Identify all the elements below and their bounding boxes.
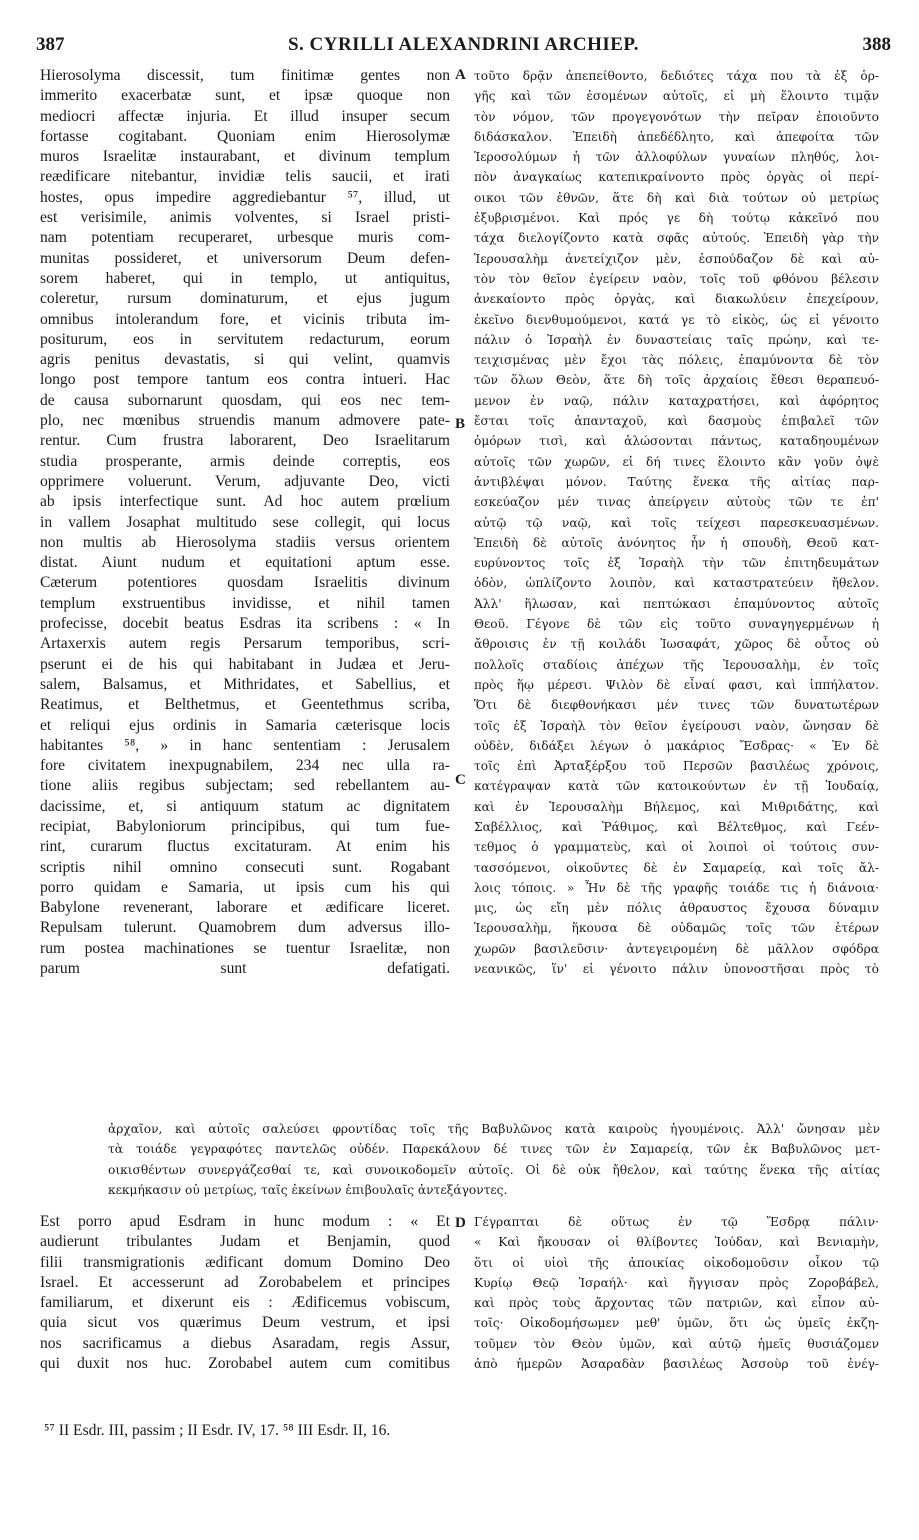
text-line: Ἱερουσαλὴμ, ἥκουσα δὲ οὐδαμῶς τοῖς τῶν ἑτέρων (474, 921, 879, 936)
text-line: ευρύνοντος τοῖς ἐξ Ἰσραὴλ τὴν τῶν ἐπιτηδευμάτων (474, 556, 879, 571)
text-line: templum exstruentibus invidisse, et nihil tamen (40, 594, 450, 612)
text-line: agris penitus devastatis, si qui velint, quamvis (40, 351, 450, 369)
text-line: rint, curarum fluctus excitaturam. At enim his (40, 838, 450, 856)
page-header (36, 34, 891, 58)
text-line: pserunt ei de his qui habitabant in Judæa et Jeru- (40, 655, 450, 673)
text-line: Repulsam tulerunt. Quamobrem dum adversus illo- (40, 919, 450, 937)
text-line: hostes, opus impedire aggrediebantur ⁵⁷, illud, ut (40, 188, 450, 206)
text-line: καὶ πρὸς τοὺς ἄρχοντας τῶν πατριῶν, καὶ εἶπον αὐ- (474, 1296, 879, 1311)
text-line: opprimere voluerunt. Verum, adjuvante Deo, victi (40, 472, 450, 490)
text-line: Θεοῦ. Γέγονε δὲ τῶν εἰς τοῦτο συναγηγερμένων ἡ (474, 617, 879, 632)
text-line: χωρῶν βασιλεῦσιν· ἀντεγειρομένη δὲ μᾶλλον σφόδρα (474, 941, 879, 956)
text-line: τοῦμεν τὸν Θεὸν ὑμῶν, καὶ αὐτῷ ἡμεῖς θυσιάζομεν (474, 1336, 879, 1351)
text-line: audierunt tribulantes Judam et Benjamin, quod (40, 1233, 450, 1251)
text-line: porro quidam e Samaria, ut ipsis cum his qui (40, 878, 450, 896)
text-line: recipiat, Babyloniorum principibus, qui tum fue- (40, 817, 450, 835)
text-line: fore civitatem inexpugnabilem, 234 nec ulla ra- (40, 757, 450, 775)
text-line: et reliqui ejus ordinis in Samaria cæterisque locis (40, 716, 450, 734)
text-line: Ἐπειδὴ δὲ αὐτοῖς ἀνόνητος ἦν ἡ σπουδὴ, Θεοῦ κατ- (474, 535, 879, 550)
text-line: profecisse, docebit beatus Esdras ita scribens : « In (40, 615, 450, 633)
text-line: Israel. Et accesserunt ad Zorobabelem et principes (40, 1273, 450, 1291)
text-line: non multis ab Hierosolyma stadiis versus orientem (40, 533, 450, 551)
text-line: parum sunt defatigati. (40, 960, 450, 978)
text-line: κεκμήκασιν οὐ μετρίως, ταῖς ἐκείνων ἐπιβουλαῖς ἀντεξάγοντες. (108, 1182, 508, 1197)
text-line: ὅτι οἱ υἱοὶ τῆς ἀποικίας οἰκοδομοῦσιν οἶκον τῷ (474, 1255, 879, 1270)
text-line: πάλιν ὁ Ἰσραὴλ ἐν δυναστείαις ταῖς πρώην, καὶ τε- (474, 332, 879, 347)
text-line: τοῖς ἐξ Ἰσραὴλ τὸν θεῖον ἐγείρουσι ναὸν, ὤνησαν δὲ (474, 718, 879, 733)
text-line: ἀντιβλέψαι μόνον. Ταύτης ἕνεκα τῆς αἰτίας παρ- (474, 474, 879, 489)
text-line: fortasse cogitabant. Quoniam enim Hierosolymæ (40, 127, 450, 145)
text-line: Reatimus, et Belthetmus, et Geentethmus scriba, (40, 696, 450, 714)
text-line: τάχα διελογίζοντο κατὰ σφᾶς αὐτούς. Ἐπειδὴ γὰρ τὴν (474, 231, 879, 246)
text-line: de causa subornarunt quosdam, qui eos nec tem- (40, 391, 450, 409)
text-line: ἀνεκαίοντο πρὸς ὀργὰς, καὶ διακωλύειν ἐπεχείρουν, (474, 292, 879, 307)
text-line: rum postea machinationes se tuentur Israelitæ, non (40, 939, 450, 957)
text-line: studia prosperante, armis deinde correptis, eos (40, 452, 450, 470)
text-line: « Καὶ ἤκουσαν οἱ θλίβοντες Ἰούδαν, καὶ Βενιαμὴν, (474, 1235, 879, 1250)
text-line: coleretur, rursum dominaturum, et ejus jugum (40, 290, 450, 308)
section-marker-c: C (455, 772, 466, 788)
text-line: reædificare nitebantur, invidiæ telis saucii, et irati (40, 168, 450, 186)
full-width-greek-continuation (108, 1119, 880, 1200)
text-line: sorem haberet, qui in templo, ut antiquitus, (40, 269, 450, 287)
text-line: longo post tempore tantum eos contra intueri. Hac (40, 371, 450, 389)
text-line: muros Israelitæ instaurabant, et divinum templum (40, 148, 450, 166)
text-line: αὐτοῖς τῶν χωρῶν, εἰ δή τινες ἕλοιντο κἂν γοῦν ὀψὲ (474, 454, 879, 469)
text-line: τεθμος ὁ γραμματεὺς, καὶ οἱ λοιποὶ οἱ τούτοις συν- (474, 840, 879, 855)
section-marker-b: B (455, 416, 466, 432)
text-line: τασσόμενοι, οἰκοῦντες δὲ ἐν Σαμαρείᾳ, καὶ τοῖς ἄλ- (474, 860, 879, 875)
text-line: salem, Balsamus, et Mithridates, et Sabellius, et (40, 675, 450, 693)
text-line: τῶν ὅλων Θεὸν, ἅτε δὴ τοῖς ἀρχαίοις ἔθεσι θεραπευό- (474, 373, 879, 388)
page-number-left: 387 (36, 34, 65, 55)
text-line: Ὅτι δὲ διεφθονήκασι μέν τινες τῶν δυνατωτέρων (474, 698, 879, 713)
text-line: καὶ ἐν Ἱερουσαλὴμ Βήλεμος, καὶ Μιθριδάτης, καὶ (474, 799, 879, 814)
text-line: dacissime, et, si antiquum statum ac dignitatem (40, 797, 450, 815)
text-line: est verisimile, animis volventes, si Israel pristi- (40, 209, 450, 227)
footnotes: ⁵⁷ II Esdr. III, passim ; II Esdr. IV, 17. ⁵⁸ III Esdr. II, 16. (44, 1422, 391, 1439)
text-line: νεανικῶς, ἵν' εἰ γένοιτο πάλιν ὑπονοστῆσαι πρὸς τὸ (474, 962, 879, 977)
text-line: Γέγραπται δὲ οὕτως ἐν τῷ Ἔσδρᾳ πάλιν· (474, 1215, 879, 1229)
text-line: munitas possideret, et universorum Deum defen- (40, 249, 450, 267)
text-line: τὸν τὸν θεῖον ἐγείρειν ναὸν, τοῖς τοῦ φθόνου βέλεσιν (474, 271, 879, 286)
text-line: ὁδὸν, ὡπλίζοντο λοιπὸν, καὶ καταστρατεύειν ἤθελον. (474, 576, 879, 591)
text-line: qui duxit nos huc. Zorobabel autem cum comitibus (40, 1355, 450, 1373)
text-line: habitantes ⁵⁸, » in hanc sententiam : Jerusalem (40, 736, 450, 754)
text-line: quia sicut vos quærimus Deum vestrum, et ipsi (40, 1314, 450, 1332)
text-line: Ἀλλ' ἥλωσαν, καὶ πεπτώκασι ἐπαμύνοντος αὐτοῖς (474, 596, 879, 611)
section-marker-d: D (455, 1215, 466, 1231)
text-line: πὸν ἀναγκαίως κατεπικραίνοντο πρὸς ὀργὰς οἱ περί- (474, 170, 879, 185)
text-line: Hierosolyma discessit, tum finitimæ gentes non (40, 67, 450, 84)
text-line: rentur. Cum frustra laborarent, Deo Israelitarum (40, 432, 450, 450)
latin-column-top (40, 66, 450, 979)
section-marker-a: A (455, 67, 466, 83)
text-line: γῆς καὶ τῶν ἐσομένων αὐτοῖς, εἰ μὴ ἕλοιντο τιμᾷν (474, 89, 879, 104)
text-line: ἀπὸ ἡμερῶν Ἀσαραδὰν βασιλέως Ἀσσοὺρ τοῦ ἐνέγ- (474, 1357, 879, 1372)
text-line: in vallem Josaphat multitudo sese collegit, qui locus (40, 513, 450, 531)
text-line: nos sacrificamus a diebus Asaradam, regis Assur, (40, 1334, 450, 1352)
text-line: Σαβέλλιος, καὶ Ῥάθιμος, καὶ Βέλτεθμος, καὶ Γεέν- (474, 819, 879, 834)
text-line: scriptis nihil omnino consecuti sunt. Rogabant (40, 858, 450, 876)
text-line: ἄθροισις ἐν τῇ κοιλάδι Ἰωσαφάτ, χῶρος δὲ οὗτος οὐ (474, 637, 879, 652)
text-line: immerito exacerbatæ sunt, et ipsæ quoque non (40, 87, 450, 105)
greek-column-top (474, 66, 879, 979)
text-line: λοις τόποις. » Ἦν δὲ τῆς γραφῆς τοιάδε τις ἡ διάνοια· (474, 880, 879, 895)
text-line: Est porro apud Esdram in hunc modum : « Et (40, 1213, 450, 1230)
text-line: mediocri affectæ injuria. Et illud insuper secum (40, 107, 450, 125)
text-line: οικισθέντων συνεργάζεσθαί τε, καὶ συνοικοδομεῖν αὐτοῖς. Οἱ δὲ οὐκ ἤθελον, καὶ ταύτης ἕνεκα τῆς αἰτίας (108, 1162, 880, 1177)
text-line: πολλοῖς σταδίοις ἀπέχων τῆς Ἱερουσαλὴμ, ἐν τοῖς (474, 657, 879, 672)
text-line: Ἱεροσολύμων ἡ τῶν ἀλλοφύλων γυναίων πληθύς, λοι- (474, 150, 879, 165)
latin-column-bottom (40, 1212, 450, 1374)
text-line: filii transmigrationis ædificant domum Domino Deo (40, 1253, 450, 1271)
text-line: Κυρίῳ Θεῷ Ἰσραήλ· καὶ ἤγγισαν πρὸς Ζοροβάβελ, (474, 1275, 879, 1290)
text-line: positurum, eos in servitutem redacturum, eorum (40, 330, 450, 348)
text-line: τοῖς ἐπὶ Ἀρταξέρξου τοῦ Περσῶν βασιλέως χρόνοις, (474, 759, 879, 774)
text-line: ἔσται τοῖς ἁπανταχοῦ, καὶ δασμοὺς ἐπιβαλεῖ τῶν (474, 414, 879, 429)
running-title: S. CYRILLI ALEXANDRINI ARCHIEP. (287, 34, 640, 55)
text-line: distat. Aiunt nudum et equitationi aptum esse. (40, 554, 450, 572)
text-line: Ἱερουσαλὴμ ἀνετείχιζον μὲν, ἐσπούδαζον δὲ καὶ αὐ- (474, 251, 879, 266)
text-line: ἐξυβρισμένοι. Καὶ πρός γε δὴ τούτῳ κἀκεῖνό που (474, 211, 879, 226)
text-line: nam potentiam recuperaret, urbesque muris com- (40, 229, 450, 247)
text-line: τὰ τοιάδε γεγραφότες παντελῶς οὐδέν. Παρεκάλουν δέ τινες τῶν ἐν Σαμαρείᾳ, τῶν ἐκ Βαβυλῶνος μετ- (108, 1142, 880, 1157)
text-line: μενον ἐν ναῷ, πάλιν καταχρατήσει, καὶ ἀφόρητος (474, 393, 879, 408)
text-line: διδάσκαλον. Ἐπειδὴ ἀπεδέδλητο, καὶ ἀπεφοίτα τῶν (474, 129, 879, 144)
text-line: τὸν νόμον, τῶν προγεγονότων τὴν πεῖραν ἐποιοῦντο (474, 109, 879, 124)
text-line: plo, nec mœnibus struendis manum admovere pate- (40, 412, 450, 430)
text-line: familiarum, et dixerunt eis : Ædificemus vobiscum, (40, 1294, 450, 1312)
text-line: οικοι τῶν ἐθνῶν, ἅτε δὴ καὶ διὰ τούτων οὐ μετρίως (474, 190, 879, 205)
page-number-right: 388 (862, 34, 891, 55)
text-line: Artaxerxis autem regis Persarum temporibus, scri- (40, 635, 450, 653)
text-line: τειχισμένας μὲν ἔχοι τὰς πόλεις, ἐπαμύνοντα δὲ τὸν (474, 353, 879, 368)
text-line: μις, ὡς εἴη μὲν πόλις ἀθραυστος ἔχουσα δύναμιν (474, 901, 879, 916)
text-line: πρὸς ἥῳ μέρεσι. Ψιλὸν δὲ εἶναί φασι, καὶ ἱππήλατον. (474, 677, 879, 692)
text-line: τοῖς· Οἰκοδομήσωμεν μεθ' ὑμῶν, ὅτι ὡς ὑμεῖς ἐκζη- (474, 1316, 879, 1331)
greek-column-bottom (474, 1212, 879, 1374)
text-line: ab ipsis interfectique sunt. Ad hoc autem prœlium (40, 493, 450, 511)
text-line: tione aliis regibus subjectam; sed rebellantem au- (40, 777, 450, 795)
text-line: Babylone revenerant, laborare et ædificare liceret. (40, 899, 450, 917)
text-line: ἀρχαῖον, καὶ αὐτοῖς σαλεύσει φροντίδας τοῖς τῆς Βαβυλῶνος κατὰ καιροὺς ἡγουμένοις. Ἀλλ' ὤνησαν μὲν (108, 1122, 880, 1136)
text-line: Cæterum potentiores quosdam Israelitis divinum (40, 574, 450, 592)
text-line: κατέγραψαν κατὰ τῶν κατοικούντων ἐν τῇ Ἰουδαίᾳ, (474, 779, 879, 794)
text-line: οὐδὲν, διδάξει λέγων ὁ μακάριος Ἔσδρας· « Ἐν δὲ (474, 738, 879, 753)
text-line: αὐτῷ τῷ ναῷ, καὶ τοῖς τείχεσι παρεσκευασμένων. (474, 515, 879, 530)
text-line: ἐκεῖνο διενθυμούμενοι, κατά γε τὸ εἰκὸς, ὡς εἰ γένοιτο (474, 312, 879, 327)
text-line: τοῦτο δρᾷν ἀπεπείθοντο, δεδιότες τάχα που τὰ ἐξ ὁρ- (474, 69, 879, 83)
text-line: εσκεύαζον μέν τινας ἀπείργειν αὐτοὺς τῶν τε ἐπ' (474, 495, 879, 510)
text-line: ὁμόρων τισὶ, καὶ ἁλώσονται πάντως, καταδηουμένων (474, 434, 879, 449)
text-line: omnibus intolerandum fore, et vicinis tributa im- (40, 310, 450, 328)
